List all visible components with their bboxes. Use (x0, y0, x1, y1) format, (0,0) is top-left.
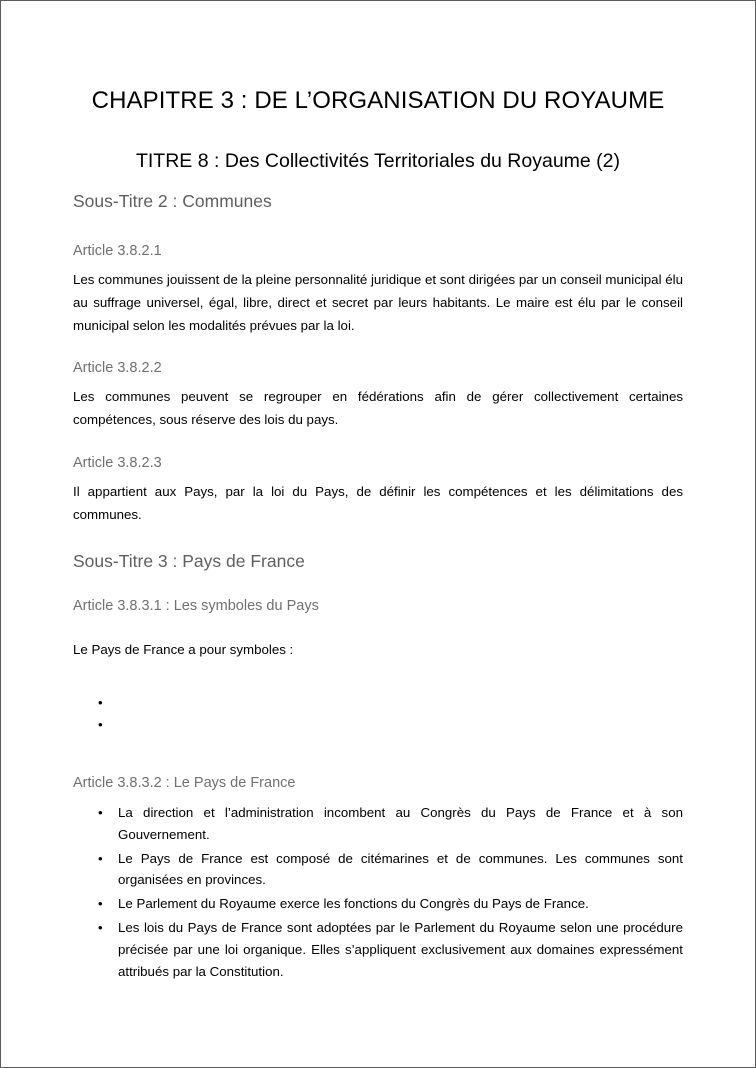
list-item (73, 802, 683, 846)
article-text-3-8-2-2: Les communes peuvent se regrouper en fédérations afin de gérer collectivement certaines compétences, sous réserve des lois du pays. (73, 389, 683, 428)
article-text-3-8-3-1: Le Pays de France a pour symboles : (73, 642, 294, 657)
bullet-icon: • (98, 695, 103, 710)
article-heading-3-8-2-1: Article 3.8.2.1 (73, 243, 162, 259)
list-item-text: Le Parlement du Royaume exerce les fonctions du Congrès du Pays de France. (118, 896, 589, 912)
titre-heading: TITRE 8 : Des Collectivités Territoriales du Royaume (2) (135, 150, 621, 172)
bullet-icon: • (98, 716, 103, 732)
article-heading-3-8-2-3: Article 3.8.2.3 (73, 455, 162, 471)
list-item (73, 893, 683, 915)
list-item-text: Les lois du Pays de France sont adoptées par le Parlement du Royaume selon une procédure précisée par une loi organique. Elles s’appliquent exclusivement aux domaines expressément attribués par la Constitution. (118, 919, 683, 979)
list-item-text: Le Pays de France est composé de citémarines et de communes. Les communes sont organisées en provinces. (118, 850, 683, 888)
bullet-icon: • (98, 896, 103, 912)
list-item (73, 917, 683, 982)
article-heading-3-8-3-2: Article 3.8.3.2 : Le Pays de France (73, 775, 296, 791)
list-item (73, 848, 683, 892)
bullet-icon: • (98, 805, 103, 820)
chapter-title: CHAPITRE 3 : DE L’ORGANISATION DU ROYAUME (91, 87, 665, 114)
list-item (73, 692, 683, 714)
bullet-icon: • (98, 850, 103, 866)
bullet-icon: • (98, 919, 103, 935)
subtitle-pays-de-france: Sous-Titre 3 : Pays de France (73, 551, 305, 571)
article-text-3-8-2-1: Les communes jouissent de la pleine personnalité juridique et sont dirigées par un conseil municipal élu au suffrage universel, égal, libre, direct et secret par leurs habitants. Le maire est élu par le conseil municipal selon les modalités prévues par la loi. (73, 272, 683, 334)
article-heading-3-8-2-2: Article 3.8.2.2 (73, 360, 162, 376)
list-item (73, 714, 683, 736)
pays-de-france-list (73, 802, 683, 984)
list-item-text: La direction et l’administration incombent au Congrès du Pays de France et à son Gouvernement. (118, 805, 683, 842)
subtitle-communes: Sous-Titre 2 : Communes (73, 191, 272, 211)
symbols-list (73, 692, 683, 736)
article-heading-3-8-3-1: Article 3.8.3.1 : Les symboles du Pays (73, 598, 319, 614)
article-text-3-8-2-3: Il appartient aux Pays, par la loi du Pays, de définir les compétences et les délimitations des communes. (73, 484, 683, 523)
